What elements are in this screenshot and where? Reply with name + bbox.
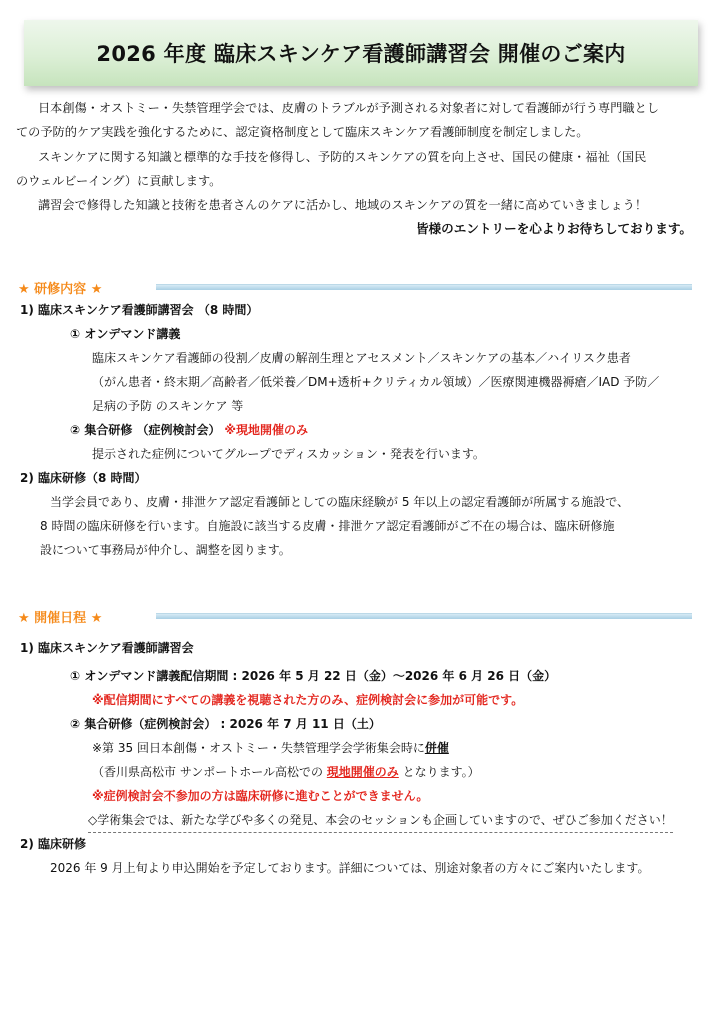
list-item-group-training	[16, 418, 696, 442]
onsite-only-emphasis: 現地開催のみ	[326, 765, 399, 779]
venue-note	[16, 760, 696, 784]
clinical-training-schedule: 2026 年 9 月上旬より申込開始を予定しております。詳細については、別途対象者の方々にご案内いたします。	[50, 861, 650, 875]
schedule-list	[16, 636, 696, 880]
venue-text: （香川県高松市 サンポートホール高松での	[92, 765, 327, 779]
ondemand-period: ① オンデマンド講義配信期間 : 2026 年 5 月 22 日（金）～2026 年 6 月 26 日（金）	[70, 669, 557, 683]
training-content-list	[16, 298, 696, 562]
clinical-training-line-2: 8 時間の臨床研修を行います。自施設に該当する皮膚・排泄ケア認定看護師がご不在の場合は、臨床研修施	[40, 519, 615, 533]
clinical-training-line-1: 当学会員であり、皮膚・排泄ケア認定看護師としての臨床経験が 5 年以上の認定看護師が所属する施設で、	[50, 495, 630, 509]
list-item-ondemand-line-3: 足病の予防 のスキンケア 等	[92, 399, 244, 413]
page-title: 2026 年度 臨床スキンケア看護師講習会 開催のご案内	[96, 42, 626, 66]
intro-paragraph-1-line-1: 日本創傷・オストミー・失禁管理学会では、皮膚のトラブルが予測される対象者に対して看護師が行う専門職とし	[38, 101, 659, 115]
list-item-course: 1) 臨床スキンケア看護師講習会	[20, 641, 194, 655]
intro-paragraph-2-line-2: のウェルビーイング）に貢献します。	[16, 173, 222, 188]
section-divider	[156, 613, 692, 619]
intro-paragraph-1-line-2: ての予防的ケア実践を強化するために、認定資格制度として臨床スキンケア看護師制度を制定しました。	[16, 125, 589, 140]
list-item-group-training-desc: 提示された症例についてグループでディスカッション・発表を行います。	[92, 447, 485, 461]
list-item-course: 1) 臨床スキンケア看護師講習会 （8 時間）	[20, 303, 259, 317]
section-title: ★ 研修内容 ★	[18, 282, 103, 297]
non-attendance-warning: ※症例検討会不参加の方は臨床研修に進むことができません。	[92, 789, 429, 803]
venue-text-end: となります。）	[398, 765, 480, 779]
section-title: ★ 開催日程 ★	[18, 611, 103, 626]
section-heading-schedule	[16, 606, 692, 626]
list-item-clinical-training: 2) 臨床研修（8 時間）	[20, 471, 147, 485]
joint-event-emphasis: 併催	[424, 741, 449, 755]
list-item-clinical-training: 2) 臨床研修	[20, 837, 87, 851]
closing-message: 皆様のエントリーを心よりお待ちしております。	[415, 221, 692, 237]
academic-meeting-note	[16, 808, 696, 832]
intro-paragraph-3: 講習会で修得した知識と技術を患者さんのケアに活かし、地域のスキンケアの質を一緒に高めていきましょう！	[38, 198, 648, 213]
joint-event-text: ※第 35 回日本創傷・オストミー・失禁管理学会学術集会時に	[92, 741, 425, 755]
academic-meeting-text: ◇学術集会では、新たな学びや多くの発見、本会のセッションも企画していますので、ぜひご参加ください！	[88, 808, 673, 833]
clinical-training-line-3: 設について事務局が仲介し、調整を図ります。	[40, 543, 291, 557]
group-training-date: ② 集合研修（症例検討会） : 2026 年 7 月 11 日（土）	[70, 717, 381, 731]
title-banner	[24, 20, 698, 86]
joint-event-note	[16, 736, 696, 760]
ondemand-note: ※配信期間にすべての講義を視聴された方のみ、症例検討会に参加が可能です。	[92, 693, 524, 707]
list-item-ondemand-title: ① オンデマンド講義	[70, 327, 181, 341]
intro-paragraph-2-line-1: スキンケアに関する知識と標準的な手技を修得し、予防的スキンケアの質を向上させ、国民の健康・福祉（国民	[38, 149, 647, 164]
list-item-ondemand-line-2: （がん患者・終末期／高齢者／低栄養／DM+透析+クリティカル領域）／医療関連機器褥瘡／IAD 予防／	[92, 375, 660, 389]
intro-text	[16, 96, 692, 242]
section-divider	[156, 284, 692, 290]
section-heading-training-content	[16, 277, 692, 297]
onsite-only-note: ※現地開催のみ	[224, 423, 309, 437]
group-training-title: ② 集合研修 （症例検討会）	[70, 423, 221, 437]
list-item-ondemand-line-1: 臨床スキンケア看護師の役割／皮膚の解剖生理とアセスメント／スキンケアの基本／ハイリスク患者	[92, 351, 631, 365]
